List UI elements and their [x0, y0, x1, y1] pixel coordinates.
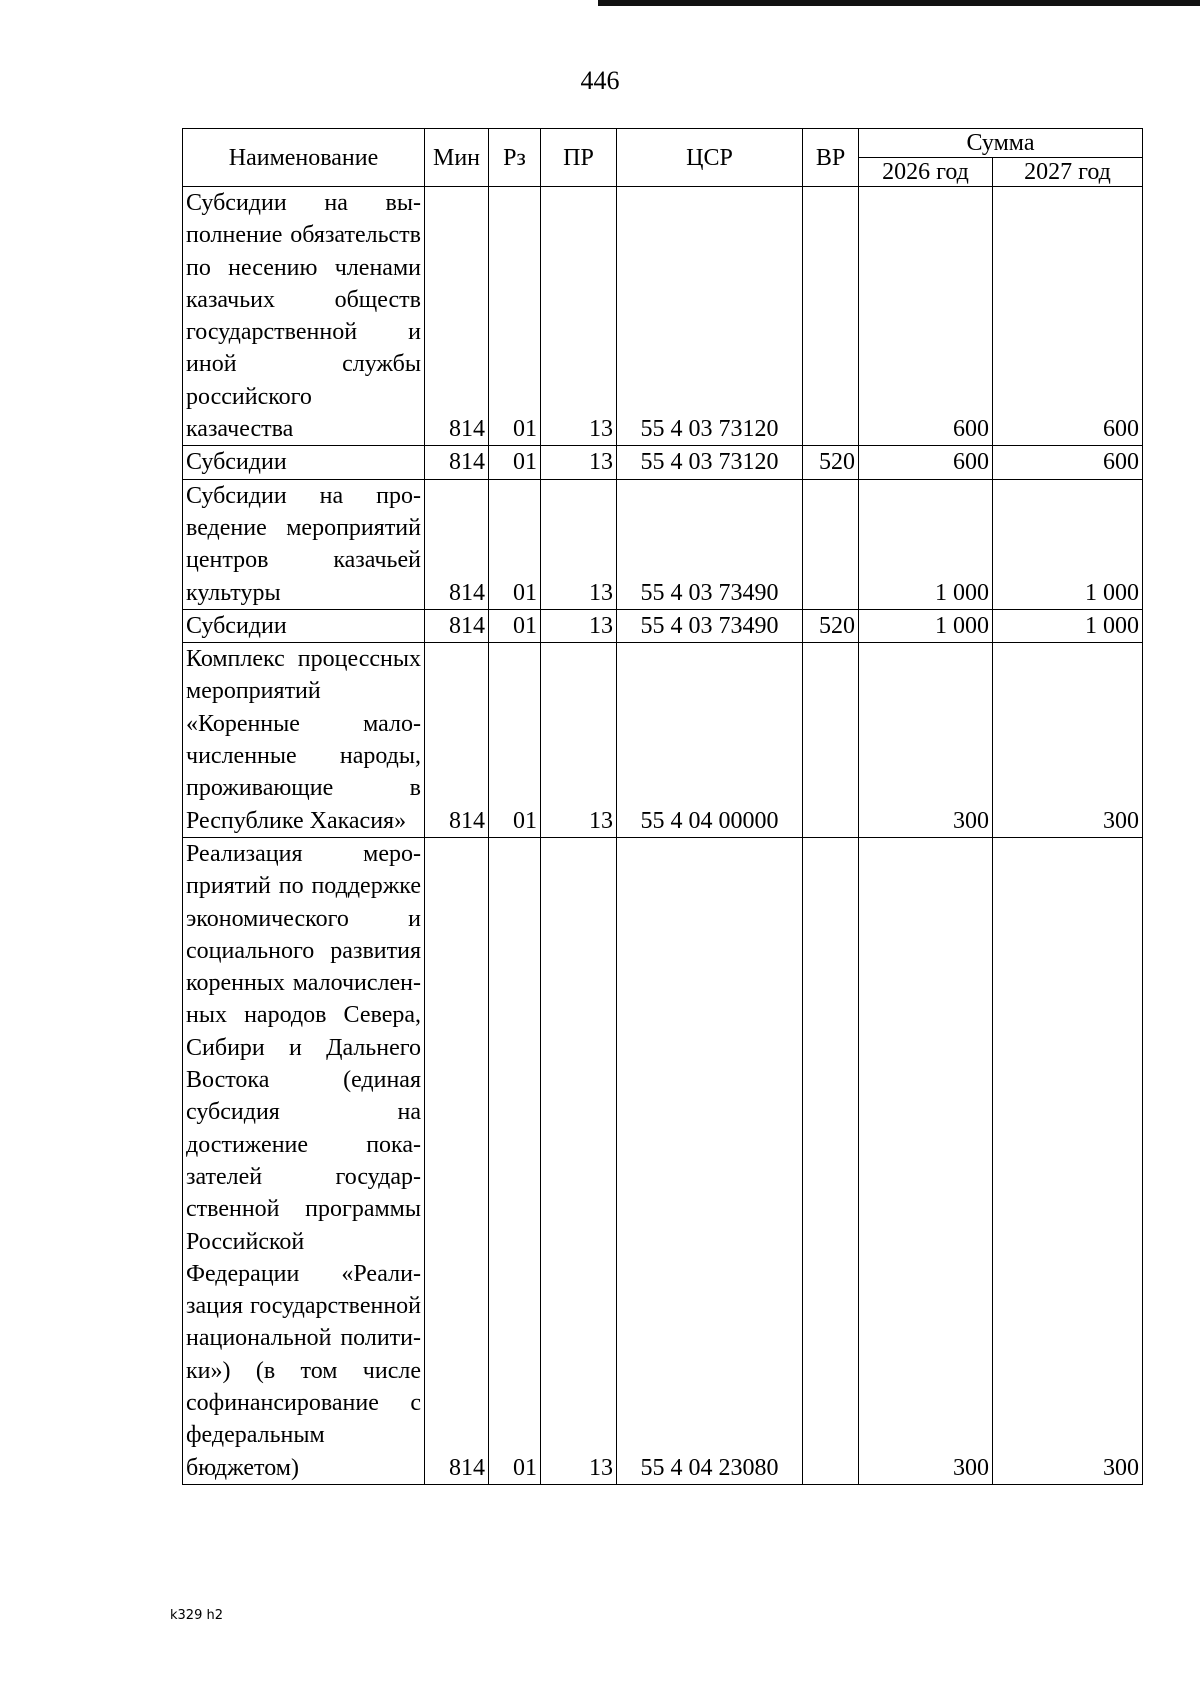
row-sum-2026: 1 000 [859, 479, 993, 609]
header-sum: Сумма [859, 129, 1143, 158]
row-rz: 01 [489, 837, 541, 1484]
row-vr [803, 643, 859, 838]
row-pr: 13 [541, 446, 617, 479]
row-rz: 01 [489, 609, 541, 642]
row-sum-2027: 300 [993, 643, 1143, 838]
footer-code: k329 h2 [170, 1608, 223, 1623]
table-header [183, 129, 1143, 187]
row-sum-2026: 600 [859, 446, 993, 479]
row-min: 814 [425, 187, 489, 446]
header-min: Мин [425, 129, 489, 187]
header-vr: ВР [803, 129, 859, 187]
table-row [183, 479, 1143, 609]
row-name: Комплекс процессных мероприятий «Коренные малочисленные народы, проживающие в Республике Хакасия» [183, 643, 425, 838]
row-vr [803, 187, 859, 446]
header-rz: Рз [489, 129, 541, 187]
row-sum-2027: 1 000 [993, 479, 1143, 609]
row-name: Субсидии [183, 446, 425, 479]
row-csr: 55 4 03 73490 [617, 609, 803, 642]
row-rz: 01 [489, 643, 541, 838]
scan-edge [598, 0, 1200, 6]
row-name: Субсидии [183, 609, 425, 642]
row-min: 814 [425, 609, 489, 642]
table-row [183, 446, 1143, 479]
table-body [183, 187, 1143, 1485]
row-sum-2026: 600 [859, 187, 993, 446]
table-row [183, 643, 1143, 838]
row-sum-2027: 1 000 [993, 609, 1143, 642]
header-pr: ПР [541, 129, 617, 187]
row-rz: 01 [489, 479, 541, 609]
row-name: Субсидии на выполнение обязательств по несению членами казачьих обществ государственной и иной службы российского казачества [183, 187, 425, 446]
header-name: Наименование [183, 129, 425, 187]
row-pr: 13 [541, 609, 617, 642]
row-sum-2026: 300 [859, 643, 993, 838]
row-csr: 55 4 03 73490 [617, 479, 803, 609]
row-rz: 01 [489, 446, 541, 479]
row-min: 814 [425, 446, 489, 479]
row-pr: 13 [541, 643, 617, 838]
header-csr: ЦСР [617, 129, 803, 187]
row-sum-2027: 300 [993, 837, 1143, 1484]
row-min: 814 [425, 479, 489, 609]
row-vr: 520 [803, 609, 859, 642]
row-sum-2027: 600 [993, 187, 1143, 446]
table-row [183, 609, 1143, 642]
table-row [183, 837, 1143, 1484]
row-vr: 520 [803, 446, 859, 479]
page-number: 446 [580, 66, 620, 95]
header-year-2026: 2026 год [859, 158, 993, 187]
row-pr: 13 [541, 479, 617, 609]
row-csr: 55 4 03 73120 [617, 187, 803, 446]
row-name: Реализация мероприятий по поддержке экономического и социального развития коренных малочисленных народов Севера, Сибири и Дальнего Востока (единая субсидия на достижение показателей государственной программы Российской Федерации «Реализация государственной национальной политики») (в том числе софинансирование с федеральным бюджетом) [183, 837, 425, 1484]
row-csr: 55 4 04 23080 [617, 837, 803, 1484]
table-row [183, 187, 1143, 446]
row-pr: 13 [541, 837, 617, 1484]
row-csr: 55 4 03 73120 [617, 446, 803, 479]
header-year-2027: 2027 год [993, 158, 1143, 187]
row-sum-2026: 1 000 [859, 609, 993, 642]
row-name: Субсидии на проведение мероприятий центров казачьей культуры [183, 479, 425, 609]
row-csr: 55 4 04 00000 [617, 643, 803, 838]
row-min: 814 [425, 837, 489, 1484]
row-rz: 01 [489, 187, 541, 446]
row-vr [803, 837, 859, 1484]
row-sum-2027: 600 [993, 446, 1143, 479]
row-vr [803, 479, 859, 609]
row-sum-2026: 300 [859, 837, 993, 1484]
row-pr: 13 [541, 187, 617, 446]
budget-table [182, 128, 1143, 1485]
row-min: 814 [425, 643, 489, 838]
